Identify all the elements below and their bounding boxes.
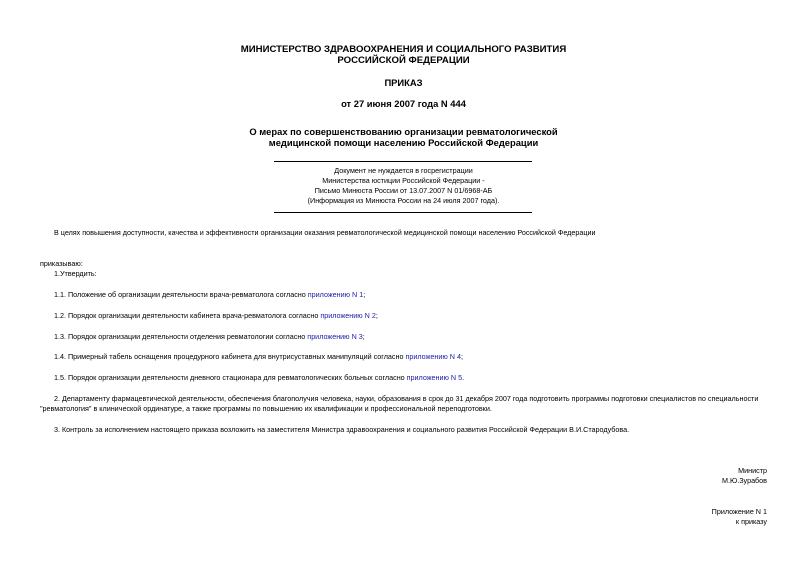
item-1-1 [40,290,768,300]
item-1-3 [40,332,768,342]
appendix-label: Приложение N 1 [711,507,767,516]
item-1-5-text: 1.5. Порядок организации деятельности дневного стационара для ревматологических больных согласно [54,373,407,382]
item-1-2 [40,311,768,321]
item-1-5 [40,373,768,383]
registration-note-line3: Письмо Минюста России от 13.07.2007 N 01/6968-АБ [314,186,493,195]
item-1-4-end: ; [460,352,463,361]
preamble: В целях повышения доступности, качества и эффективности организации оказания ревматологической медицинской помощи населению Российской Федерации [54,228,596,237]
order-date: от 27 июня 2007 года N 444 [341,98,466,109]
item-1-1-end: ; [363,290,366,299]
order-heading: ПРИКАЗ [384,77,423,88]
note-bottom-rule [274,212,532,213]
item-1-1-text: 1.1. Положение об организации деятельности врача-ревматолога согласно [54,290,308,299]
registration-note-line1: Документ не нуждается в госрегистрации [334,166,473,175]
item-2: 2. Департаменту фармацевтической деятельности, обеспечения благополучия человека, науки, образования в срок до 31 декабря 2007 года подготовить программы подготовки специалистов по специальности "ревматология" в клинической ординатуре, а также программы по повышению их квалификации и профессиональной переподготовки. [40,394,759,413]
signature-title: Министр [738,466,767,475]
ministry-title-line1: МИНИСТЕРСТВО ЗДРАВООХРАНЕНИЯ И СОЦИАЛЬНОГО РАЗВИТИЯ [240,44,567,55]
item-1-5-end: . [462,373,465,382]
note-top-rule [274,161,532,162]
item-1-4 [40,352,768,362]
registration-note-line2: Министерства юстиции Российской Федерации - [322,176,485,185]
item-1: 1.Утвердить: [54,269,97,278]
appendix-1-link[interactable]: приложению N 1 [307,290,364,299]
appendix-to-order: к приказу [735,517,767,526]
item-1-2-text: 1.2. Порядок организации деятельности кабинета врача-ревматолога согласно [54,311,321,320]
signature-name: М.Ю.Зурабов [721,476,767,485]
item-3: 3. Контроль за исполнением настоящего приказа возложить на заместителя Министра здравоохранения и социального развития Российской Федерации В.И.Стародубова. [54,425,630,434]
appendix-4-link[interactable]: приложению N 4 [405,352,461,361]
item-1-3-text: 1.3. Порядок организации деятельности отделения ревматологии согласно [54,332,308,341]
appendix-3-link[interactable]: приложению N 3 [307,332,363,341]
order-subject-line2: медицинской помощи населению Российской Федерации [268,137,539,148]
appendix-2-link[interactable]: приложению N 2 [320,311,376,320]
order-verb: приказываю: [40,259,83,268]
item-1-2-end: ; [375,311,378,320]
ministry-title-line2: РОССИЙСКОЙ ФЕДЕРАЦИИ [337,55,470,66]
item-1-4-text: 1.4. Примерный табель оснащения процедурного кабинета для внутрисуставных манипуляций согласно [54,352,406,361]
item-1-3-end: ; [362,332,365,341]
order-subject-line1: О мерах по совершенствованию организации ревматологической [249,126,558,137]
appendix-5-link[interactable]: приложению N 5 [406,373,463,382]
registration-note-line4: (Информация из Минюста России на 24 июля 2007 года). [307,196,500,205]
